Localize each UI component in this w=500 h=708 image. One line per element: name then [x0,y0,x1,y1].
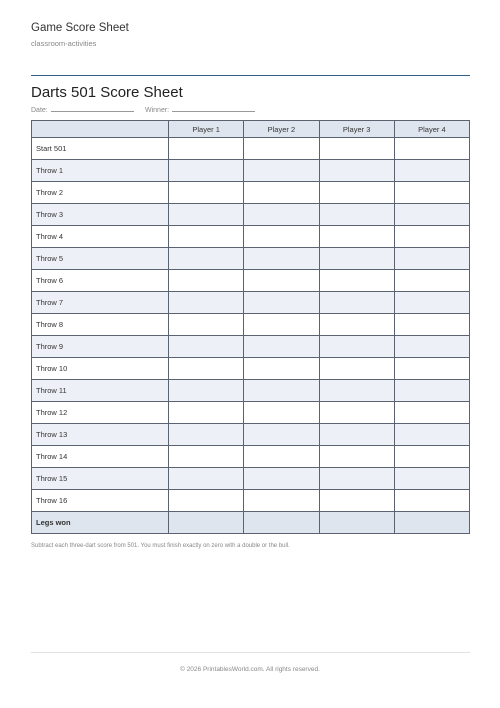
row-label: Throw 2 [32,182,169,204]
instructions-note: Subtract each three-dart score from 501. You must finish exactly on zero with a double or the bull. [31,543,290,549]
score-cell-player-1[interactable] [169,270,244,292]
score-cell-player-2[interactable] [244,424,319,446]
score-cell-player-2[interactable] [244,490,319,512]
header-cell-player-4: Player 4 [394,121,469,138]
score-cell-player-4[interactable] [394,380,469,402]
score-cell-player-2[interactable] [244,402,319,424]
score-cell-player-1[interactable] [169,160,244,182]
score-cell-player-3[interactable] [319,512,394,534]
score-cell-player-3[interactable] [319,402,394,424]
score-cell-player-4[interactable] [394,468,469,490]
row-label: Throw 8 [32,314,169,336]
table-row [32,358,470,380]
score-cell-player-1[interactable] [169,380,244,402]
site-subtitle: classroom-activities [31,39,97,48]
table-row [32,446,470,468]
top-divider [31,75,470,76]
score-cell-player-1[interactable] [169,358,244,380]
score-cell-player-1[interactable] [169,138,244,160]
score-cell-player-3[interactable] [319,314,394,336]
row-label: Throw 14 [32,446,169,468]
score-cell-player-3[interactable] [319,424,394,446]
row-label: Throw 9 [32,336,169,358]
row-label: Throw 11 [32,380,169,402]
score-cell-player-4[interactable] [394,424,469,446]
footer-divider [31,652,470,653]
score-cell-player-1[interactable] [169,468,244,490]
table-row [32,512,470,534]
score-cell-player-1[interactable] [169,314,244,336]
score-cell-player-1[interactable] [169,292,244,314]
score-cell-player-3[interactable] [319,292,394,314]
site-title: Game Score Sheet [31,22,129,34]
score-cell-player-4[interactable] [394,336,469,358]
score-cell-player-2[interactable] [244,358,319,380]
score-cell-player-2[interactable] [244,248,319,270]
score-cell-player-4[interactable] [394,160,469,182]
header-cell-label [32,121,169,138]
winner-field [145,104,255,114]
score-cell-player-2[interactable] [244,314,319,336]
score-cell-player-2[interactable] [244,226,319,248]
row-label: Start 501 [32,138,169,160]
table-header-row [32,121,470,138]
score-cell-player-3[interactable] [319,204,394,226]
score-cell-player-1[interactable] [169,446,244,468]
table-row [32,204,470,226]
score-cell-player-3[interactable] [319,380,394,402]
score-cell-player-3[interactable] [319,182,394,204]
score-cell-player-1[interactable] [169,424,244,446]
score-cell-player-2[interactable] [244,380,319,402]
table-row [32,314,470,336]
table-row [32,270,470,292]
score-cell-player-3[interactable] [319,358,394,380]
table-row [32,182,470,204]
table-row [32,292,470,314]
score-cell-player-2[interactable] [244,446,319,468]
score-cell-player-4[interactable] [394,270,469,292]
row-label: Legs won [32,512,169,534]
score-cell-player-4[interactable] [394,314,469,336]
score-cell-player-3[interactable] [319,138,394,160]
row-label: Throw 7 [32,292,169,314]
header-cell-player-3: Player 3 [319,121,394,138]
table-row [32,160,470,182]
score-cell-player-2[interactable] [244,204,319,226]
row-label: Throw 6 [32,270,169,292]
table-row [32,380,470,402]
score-cell-player-4[interactable] [394,402,469,424]
score-cell-player-1[interactable] [169,182,244,204]
footer-copyright: © 2026 PrintablesWorld.com. All rights reserved. [180,666,320,673]
table-row [32,226,470,248]
table-row [32,402,470,424]
score-table [31,120,470,534]
score-cell-player-4[interactable] [394,490,469,512]
header-cell-player-1: Player 1 [169,121,244,138]
table-row [32,468,470,490]
score-cell-player-1[interactable] [169,402,244,424]
score-cell-player-2[interactable] [244,270,319,292]
sheet-title: Darts 501 Score Sheet [31,84,183,101]
table-row [32,248,470,270]
table-row [32,424,470,446]
row-label: Throw 16 [32,490,169,512]
score-cell-player-2[interactable] [244,292,319,314]
score-cell-player-1[interactable] [169,512,244,534]
row-label: Throw 1 [32,160,169,182]
row-label: Throw 10 [32,358,169,380]
row-label: Throw 4 [32,226,169,248]
row-label: Throw 3 [32,204,169,226]
score-cell-player-2[interactable] [244,138,319,160]
score-cell-player-3[interactable] [319,490,394,512]
score-cell-player-4[interactable] [394,182,469,204]
score-cell-player-4[interactable] [394,292,469,314]
score-cell-player-2[interactable] [244,468,319,490]
score-cell-player-3[interactable] [319,446,394,468]
table-row [32,336,470,358]
row-label: Throw 13 [32,424,169,446]
score-cell-player-4[interactable] [394,358,469,380]
score-cell-player-1[interactable] [169,490,244,512]
score-cell-player-2[interactable] [244,160,319,182]
score-cell-player-3[interactable] [319,270,394,292]
date-field [31,104,134,114]
score-cell-player-3[interactable] [319,160,394,182]
score-cell-player-1[interactable] [169,204,244,226]
table-row [32,490,470,512]
date-blank-line [51,104,134,112]
row-label: Throw 5 [32,248,169,270]
score-cell-player-3[interactable] [319,226,394,248]
table-row [32,138,470,160]
row-label: Throw 15 [32,468,169,490]
score-cell-player-1[interactable] [169,226,244,248]
score-cell-player-3[interactable] [319,468,394,490]
score-cell-player-2[interactable] [244,512,319,534]
score-cell-player-4[interactable] [394,512,469,534]
score-cell-player-4[interactable] [394,138,469,160]
score-cell-player-4[interactable] [394,446,469,468]
score-table-body [32,138,470,534]
date-label: Date: [31,107,48,114]
score-cell-player-2[interactable] [244,182,319,204]
score-cell-player-4[interactable] [394,204,469,226]
score-cell-player-4[interactable] [394,226,469,248]
score-cell-player-1[interactable] [169,336,244,358]
score-cell-player-2[interactable] [244,336,319,358]
score-cell-player-3[interactable] [319,336,394,358]
row-label: Throw 12 [32,402,169,424]
header-cell-player-2: Player 2 [244,121,319,138]
winner-blank-line [172,104,255,112]
winner-label: Winner: [145,107,170,114]
score-cell-player-3[interactable] [319,248,394,270]
score-cell-player-1[interactable] [169,248,244,270]
score-cell-player-4[interactable] [394,248,469,270]
